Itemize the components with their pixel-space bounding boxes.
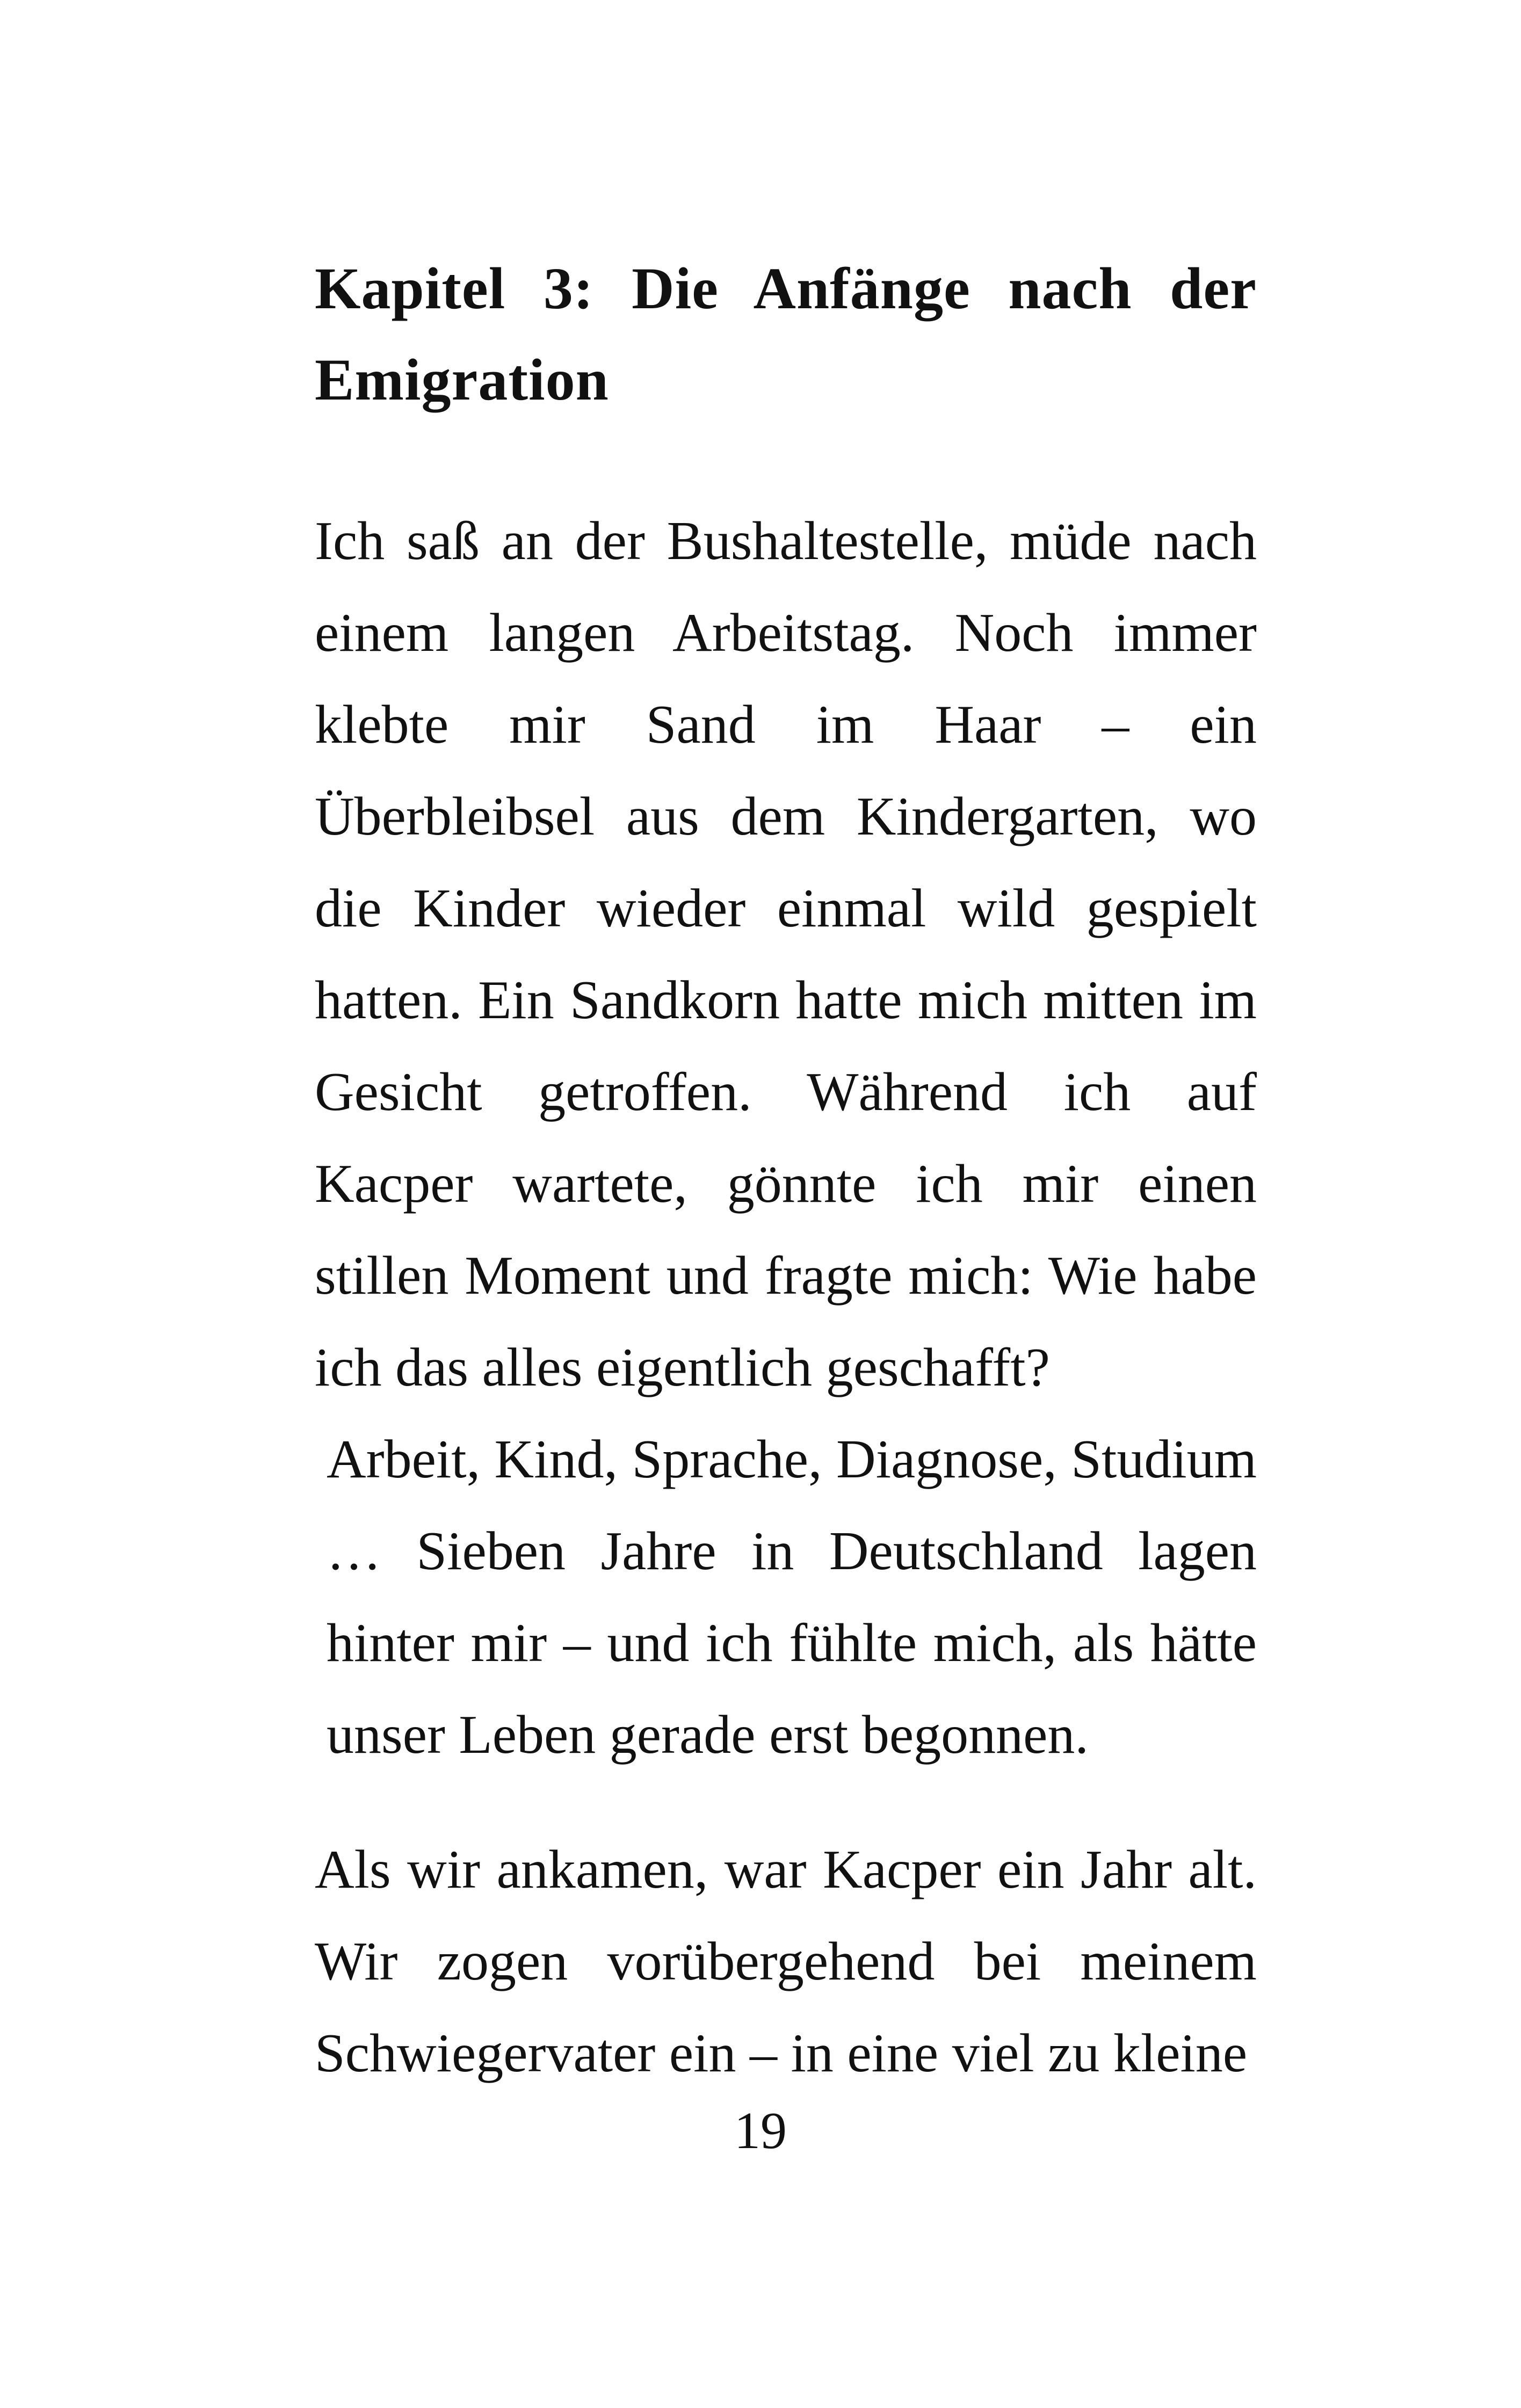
text-block xyxy=(315,243,1257,2099)
paragraph-1-text: Ich saß an der Bushaltestelle, müde nach einem langen Arbeitstag. Noch immer klebte mir Sand im Haar – ein Überbleibsel aus dem Kindergarten, wo die Kinder wieder einmal wild gespielt hatten. Ein Sandkorn hatte mich mitten im Gesicht getroffen. Während ich auf Kacper wartete, gönnte ich mir einen stillen Moment und fragte mich: Wie habe ich das alles eigentlich geschafft? xyxy=(315,511,1257,1398)
paragraph-2: Als wir ankamen, war Kacper ein Jahr alt. Wir zogen vorübergehend bei meinem Schwiegervater ein – in eine viel zu kleine xyxy=(315,1839,1257,2084)
paragraph-1 xyxy=(315,495,1257,1781)
page-number: 19 xyxy=(734,2102,787,2160)
paragraph-1-continuation: Arbeit, Kind, Sprache, Diagnose, Studium … Sieben Jahre in Deutschland lagen hinter mir – und ich fühlte mich, als hätte unser Leben gerade erst begonnen. xyxy=(327,1429,1257,1765)
chapter-title: Kapitel 3: Die Anfänge nach der Emigration xyxy=(315,256,1257,412)
